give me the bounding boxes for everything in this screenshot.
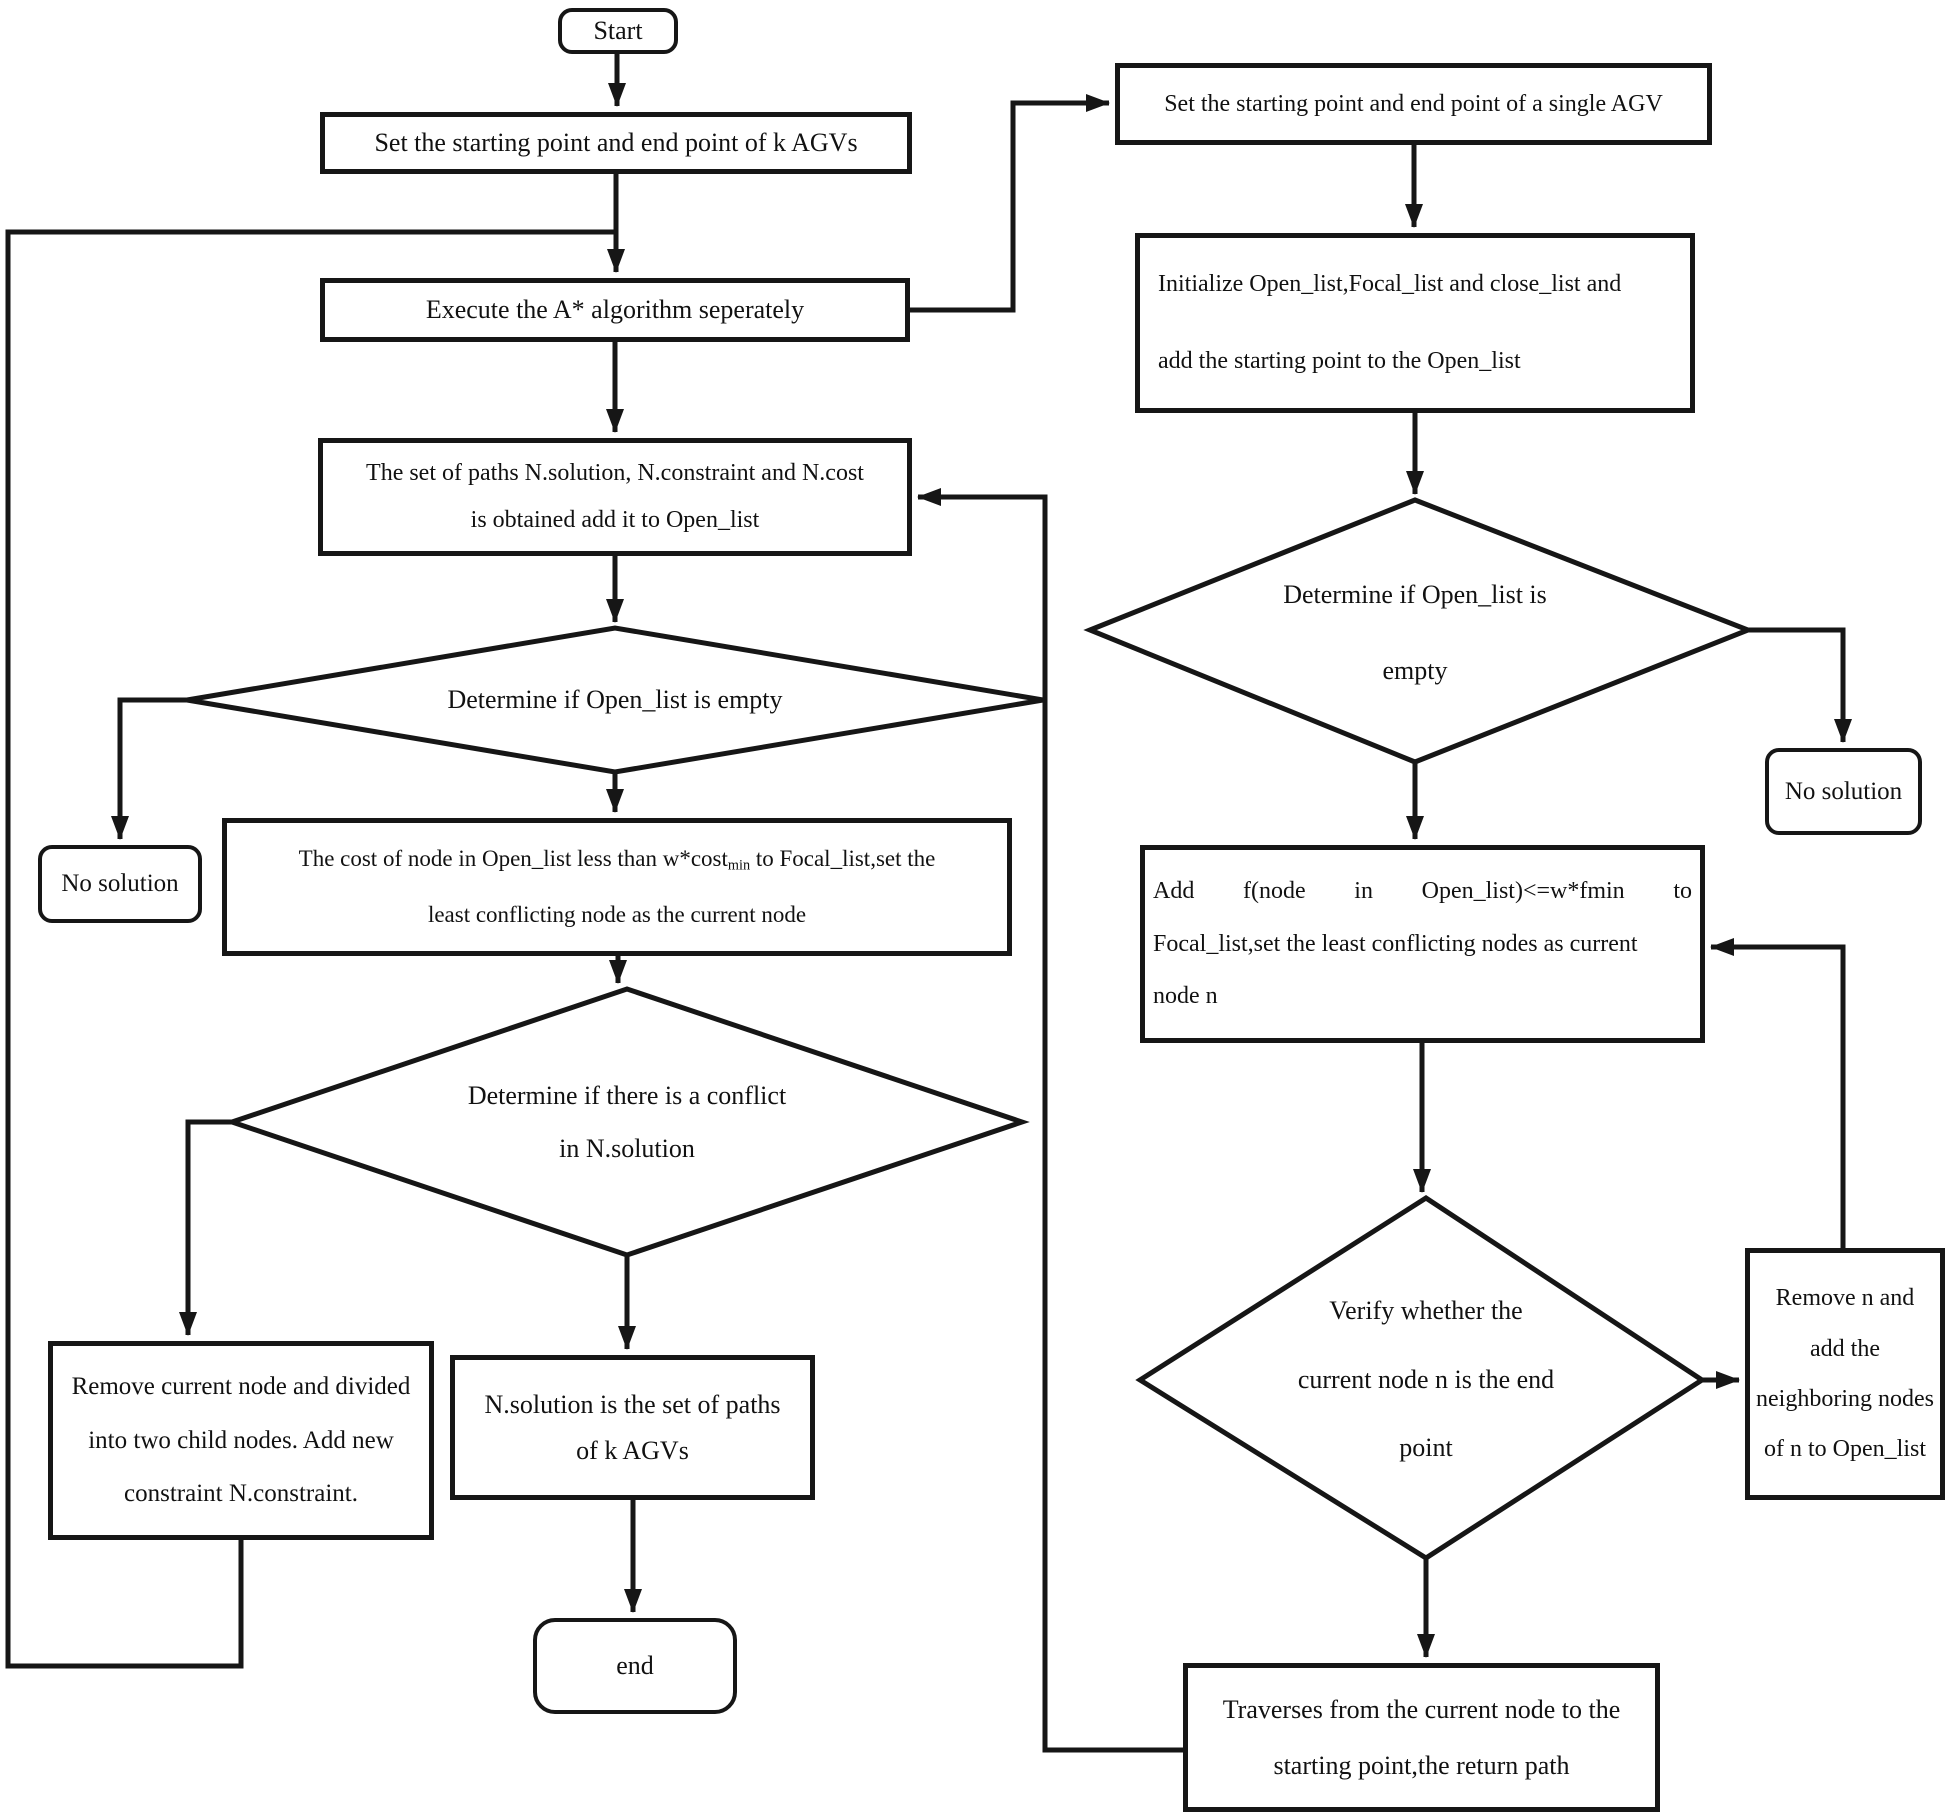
process-initialize-lists: [1135, 233, 1695, 413]
start-terminator: [558, 8, 678, 54]
set-k-agvs-label: Set the starting point and end point of k AGVs: [374, 128, 858, 157]
decision3-line1: Determine if Open_list is: [1283, 580, 1547, 610]
solution-found-line2: of k AGVs: [576, 1435, 689, 1465]
expand-node-line2: add the: [1810, 1335, 1880, 1362]
process-focal-list-left: [222, 818, 1012, 956]
arrow-decision3-to-no-solution-right: [1748, 630, 1843, 742]
verify-line1: Verify whether the: [1329, 1295, 1523, 1325]
decision2-label: [327, 1062, 927, 1182]
arrow-execute-to-set-single-agv: [910, 103, 1109, 310]
end-label: end: [616, 1651, 654, 1680]
initialize-line2: add the starting point to the Open_list: [1158, 348, 1521, 374]
process-set-single-agv: [1115, 63, 1712, 145]
conflict-check-line1: Determine if there is a conflict: [467, 1080, 787, 1110]
decision3-label: [1115, 555, 1715, 710]
process-solution-found: [450, 1355, 815, 1500]
split-node-line3: constraint N.constraint.: [124, 1480, 358, 1508]
process-obtain-paths: [318, 438, 912, 556]
verify-line2: current node n is the end: [1297, 1364, 1555, 1394]
process-return-path: [1183, 1663, 1660, 1812]
arrow-decision1-to-no-solution-left: [120, 700, 187, 839]
process-set-k-agvs: [320, 112, 912, 174]
decision1-label: [315, 660, 915, 740]
process-expand-node: [1745, 1248, 1945, 1500]
expand-node-line1: Remove n and: [1775, 1285, 1915, 1312]
process-add-focal: [1140, 845, 1705, 1043]
focal-left-line1: [299, 831, 936, 887]
set-single-agv-label: Set the starting point and end point of a single AGV: [1164, 91, 1663, 117]
initialize-line1: Initialize Open_list,Focal_list and close_list and: [1158, 271, 1622, 298]
terminator-no-solution-right: [1765, 748, 1922, 835]
expand-node-line4: of n to Open_list: [1764, 1436, 1926, 1463]
start-label: Start: [593, 16, 643, 45]
decision1-text: Determine if Open_list is empty: [447, 685, 783, 715]
expand-node-line3: neighboring nodes: [1756, 1386, 1934, 1412]
add-focal-line3: node n: [1153, 983, 1218, 1010]
feedback-expand-node-to-add-focal: [1711, 947, 1843, 1248]
terminator-no-solution-left: [38, 845, 202, 923]
verify-line3: point: [1399, 1433, 1453, 1463]
obtain-paths-line1: The set of paths N.solution, N.constraint and N.cost: [366, 460, 864, 487]
end-terminator: [533, 1618, 737, 1714]
focal-left-line1-post: to Focal_list,set the: [750, 845, 936, 871]
focal-left-line2: least conflicting node as the current node: [427, 902, 807, 927]
split-node-line1: Remove current node and divided: [71, 1372, 411, 1400]
conflict-check-line2: in N.solution: [559, 1134, 695, 1163]
no-solution-left-label: No solution: [61, 870, 179, 897]
decision4-label: [1126, 1270, 1726, 1490]
process-execute-astar: [320, 278, 910, 342]
execute-astar-label: Execute the A* algorithm seperately: [425, 295, 805, 324]
focal-left-line1-sub: min: [727, 857, 751, 874]
return-path-line2: starting point,the return path: [1273, 1750, 1570, 1780]
solution-found-line1: N.solution is the set of paths: [484, 1390, 781, 1419]
add-focal-line1: Add f(node in Open_list)<=w*fmin to: [1153, 877, 1692, 904]
split-node-line2: into two child nodes. Add new: [88, 1426, 394, 1454]
decision3-line2: empty: [1382, 655, 1448, 685]
return-path-line1: Traverses from the current node to the: [1222, 1694, 1621, 1724]
focal-left-line1-pre: The cost of node in Open_list less than w*cost: [298, 845, 728, 871]
arrow-decision2-to-split-node: [188, 1122, 232, 1335]
obtain-paths-line2: is obtained add it to Open_list: [470, 507, 760, 533]
process-split-node: [48, 1341, 434, 1540]
add-focal-line2: Focal_list,set the least conflicting nodes as current: [1153, 930, 1638, 957]
no-solution-right-label: No solution: [1784, 777, 1903, 805]
